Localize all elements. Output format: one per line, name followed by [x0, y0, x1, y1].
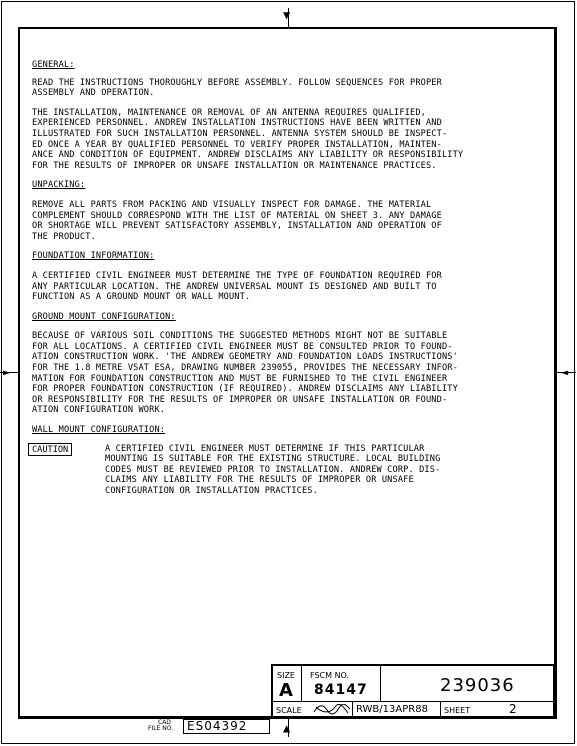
cad-file-label — [148, 720, 173, 732]
no-scale-squiggle-icon — [313, 704, 351, 715]
text-line: MOUNTING IS SUITABLE FOR THE EXISTING STRUCTURE. LOCAL BUILDING — [105, 454, 441, 465]
text-line: OR SHORTAGE WILL PREVENT SATISFACTORY ASSEMBLY, INSTALLATION AND OPERATION OF — [32, 221, 442, 232]
left-center-marker: ► — [3, 365, 11, 379]
instructions-body — [32, 60, 552, 503]
text-line: EXPERIENCED PERSONNEL. ANDREW INSTALLATION INSTRUCTIONS HAVE BEEN WRITTEN AND — [32, 118, 442, 129]
caution-paragraph — [105, 444, 440, 497]
text-line: ATION CONFIGURATION WORK. — [32, 405, 166, 416]
text-line: FOR ALL LOCATIONS. A CERTIFIED CIVIL ENGINEER MUST BE CONSULTED PRIOR TO FOUND- — [32, 341, 453, 352]
text-line: ILLUSTRATED FOR SUCH INSTALLATION PERSONNEL. ANTENNA SYSTEM SHOULD BE INSPECT- — [32, 128, 448, 139]
text-line: FOR THE 1.8 METRE VSAT ESA, DRAWING NUMBER 239055, PROVIDES THE NECESSARY INFOR- — [32, 363, 458, 374]
text-line: ANY PARTICULAR LOCATION. THE ANDREW UNIVERSAL MOUNT IS DESIGNED AND BUILT TO — [32, 281, 437, 292]
text-line: ANCE AND CONDITION OF EQUIPMENT. ANDREW DISCLAIMS ANY LIABILITY OR RESPONSIBILITY — [32, 150, 464, 161]
ground-mount-heading: GROUND MOUNT CONFIGURATION: — [32, 311, 176, 322]
cad-file-number: ES04392 — [183, 719, 270, 734]
text-line: OR RESPONSIBILITY FOR THE RESULTS OF IMPROPER OR UNSAFE INSTALLATION OR FOUND- — [32, 394, 448, 405]
ground-mount-paragraph — [32, 331, 552, 416]
drawing-number: 239036 — [440, 675, 515, 696]
text-line: THE INSTALLATION, MAINTENANCE OR REMOVAL OF AN ANTENNA REQUIRES QUALIFIED, — [32, 107, 426, 118]
sheet-label: SHEET — [444, 706, 471, 715]
foundation-heading: FOUNDATION INFORMATION: — [32, 251, 155, 262]
text-line: FOR THE RESULTS OF IMPROPER OR UNSAFE INSTALLATION OR MAINTENANCE PRACTICES. — [32, 160, 437, 171]
caution-section — [32, 443, 552, 503]
title-block — [271, 664, 554, 716]
cad-label-top: CAD — [158, 719, 171, 726]
size-label: SIZE — [277, 671, 295, 680]
text-line: A CERTIFIED CIVIL ENGINEER MUST DETERMINE THE TYPE OF FOUNDATION REQUIRED FOR — [32, 270, 442, 281]
text-line: COMPLEMENT SHOULD CORRESPOND WITH THE LIST OF MATERIAL ON SHEET 3. ANY DAMAGE — [32, 210, 442, 221]
right-center-marker: ◄ — [561, 365, 569, 379]
text-line: FOR PROPER FOUNDATION CONSTRUCTION (IF REQUIRED). ANDREW DISCLAIMS ANY LIABILITY — [32, 384, 458, 395]
text-line: ATION CONSTRUCTION WORK. 'THE ANDREW GEOMETRY AND FOUNDATION LOADS INSTRUCTIONS' — [32, 352, 458, 363]
text-line: FUNCTION AS A GROUND MOUNT OR WALL MOUNT. — [32, 292, 251, 303]
bottom-center-marker: ▲ — [283, 721, 291, 735]
text-line: THE PRODUCT. — [32, 231, 96, 242]
text-line: ED ONCE A YEAR BY QUALIFIED PERSONNEL TO VERIFY PROPER INSTALLATION, MAINTEN- — [32, 139, 442, 150]
text-line: CLAIMS ANY LIABILITY FOR THE RESULTS OF IMPROPER OR UNSAFE — [105, 475, 414, 486]
foundation-paragraph — [32, 271, 552, 303]
wall-mount-heading: WALL MOUNT CONFIGURATION: — [32, 425, 166, 436]
left-marker-line — [0, 372, 18, 373]
drawn-by-date: RWB/13APR88 — [356, 704, 428, 715]
general-paragraph-1 — [32, 78, 552, 99]
scale-label: SCALE — [276, 706, 302, 715]
sheet-value: 2 — [509, 702, 517, 716]
size-value: A — [279, 680, 293, 701]
right-marker-line — [557, 372, 576, 373]
caution-label: CAUTION — [28, 443, 72, 457]
text-line: MATION FOR FOUNDATION CONSTRUCTION AND MUST BE FURNISHED TO THE CIVIL ENGINEER — [32, 373, 448, 384]
text-line: REMOVE ALL PARTS FROM PACKING AND VISUALLY INSPECT FOR DAMAGE. THE MATERIAL — [32, 199, 432, 210]
fscm-label: FSCM NO. — [310, 671, 350, 680]
text-line: ASSEMBLY AND OPERATION. — [32, 88, 155, 99]
cad-label-bottom: FILE NO. — [148, 725, 174, 732]
text-line: A CERTIFIED CIVIL ENGINEER MUST DETERMINE IF THIS PARTICULAR — [105, 443, 425, 454]
cad-file-block — [148, 719, 271, 735]
general-heading: GENERAL: — [32, 60, 75, 70]
general-paragraph-2 — [32, 108, 552, 172]
text-line: CONFIGURATION OR INSTALLATION PRACTICES. — [105, 486, 318, 496]
text-line: BECAUSE OF VARIOUS SOIL CONDITIONS THE SUGGESTED METHODS MIGHT NOT BE SUITABLE — [32, 331, 448, 342]
bottom-marker-line — [288, 719, 289, 737]
unpacking-heading: UNPACKING: — [32, 180, 86, 191]
text-line: READ THE INSTRUCTIONS THOROUGHLY BEFORE ASSEMBLY. FOLLOW SEQUENCES FOR PROPER — [32, 77, 442, 88]
fscm-value: 84147 — [314, 682, 368, 698]
unpacking-paragraph — [32, 200, 552, 242]
text-line: CODES MUST BE REVIEWED PRIOR TO INSTALLATION. ANDREW CORP. DIS- — [105, 464, 441, 475]
top-center-marker: ▼ — [283, 8, 291, 22]
top-marker-line — [288, 8, 289, 27]
